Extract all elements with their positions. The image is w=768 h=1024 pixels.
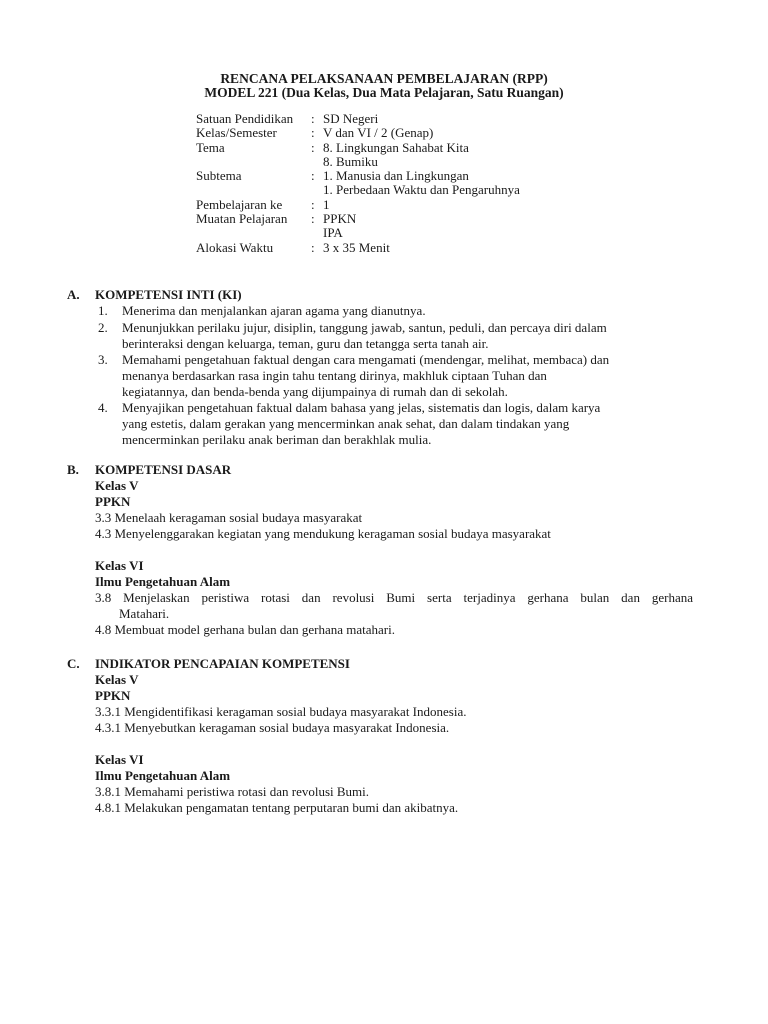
identity-label: Kelas/Semester xyxy=(196,125,277,141)
indicator-item: 3.3.1 Mengidentifikasi keragaman sosial budaya masyarakat Indonesia. xyxy=(95,704,467,719)
section-heading xyxy=(67,656,350,672)
identity-label: Pembelajaran ke xyxy=(196,196,283,212)
identity-value: 8. Bumiku xyxy=(323,153,378,169)
subject-heading: PPKN xyxy=(95,688,131,703)
identity-value: 3 x 35 Menit xyxy=(323,239,390,255)
subject-heading: PPKN xyxy=(95,494,131,509)
section-kompetensi-inti xyxy=(67,287,707,447)
list-item-text: mencerminkan perilaku anak beriman dan berakhlak mulia. xyxy=(122,432,432,447)
identity-label: Satuan Pendidikan xyxy=(196,111,294,126)
section-letter: A. xyxy=(67,287,80,302)
identity-value: 1. Perbedaan Waktu dan Pengaruhnya xyxy=(323,182,520,198)
list-item-text: kegiatannya, dan benda-benda yang dijumpainya di rumah dan di sekolah. xyxy=(122,384,508,399)
identity-value: 1 xyxy=(323,196,330,212)
document-title: RENCANA PELAKSANAAN PEMBELAJARAN (RPP) xyxy=(220,71,548,86)
list-number: 3. xyxy=(98,352,108,367)
list-item-text: yang estetis, dalam gerakan yang mencerminkan anak sehat, dan dalam tindakan yang xyxy=(122,416,570,431)
identity-label: Alokasi Waktu xyxy=(196,239,274,255)
class-heading: Kelas V xyxy=(95,672,139,687)
identity-table xyxy=(196,112,520,255)
section-indikator xyxy=(67,656,707,821)
subject-heading: Ilmu Pengetahuan Alam xyxy=(95,768,231,783)
competency-item: 4.8 Membuat model gerhana bulan dan gerhana matahari. xyxy=(95,622,395,637)
section-heading xyxy=(67,462,231,478)
section-title: KOMPETENSI DASAR xyxy=(95,462,232,477)
section-letter: B. xyxy=(67,462,79,477)
competency-item: 4.3 Menyelenggarakan kegiatan yang mendukung keragaman sosial budaya masyarakat xyxy=(95,526,551,541)
identity-row: Subtema : 1. Manusia dan Lingkungan 1. Perbedaan Waktu dan Pengaruhnya xyxy=(196,168,520,198)
identity-value: SD Negeri xyxy=(323,111,379,126)
section-title: INDIKATOR PENCAPAIAN KOMPETENSI xyxy=(95,656,350,671)
list-number: 4. xyxy=(98,400,108,415)
section-title: KOMPETENSI INTI (KI) xyxy=(95,287,242,302)
identity-label: Tema xyxy=(196,139,225,155)
identity-value: 8. Lingkungan Sahabat Kita xyxy=(323,139,469,155)
class-heading: Kelas V xyxy=(95,478,139,493)
identity-row: Tema : 8. Lingkungan Sahabat Kita 8. Bumiku xyxy=(196,139,469,169)
list-item-text: berinteraksi dengan keluarga, teman, guru dan tetangga serta tanah air. xyxy=(122,336,489,351)
indicator-item: 3.8.1 Memahami peristiwa rotasi dan revolusi Bumi. xyxy=(95,784,370,799)
section-letter: C. xyxy=(67,656,80,671)
identity-value: V dan VI / 2 (Genap) xyxy=(323,125,434,141)
competency-item: 3.8 Menjelaskan peristiwa rotasi dan revolusi Bumi serta terjadinya gerhana bulan dan gerhana xyxy=(95,590,693,605)
list-item-text: Menyajikan pengetahuan faktual dalam bahasa yang jelas, sistematis dan logis, dalam karya xyxy=(122,400,601,415)
class-heading: Kelas VI xyxy=(95,752,144,767)
document-subtitle: MODEL 221 (Dua Kelas, Dua Mata Pelajaran, Satu Ruangan) xyxy=(204,85,564,100)
identity-label: Subtema xyxy=(196,168,242,184)
identity-row: Muatan Pelajaran : PPKN IPA xyxy=(196,211,357,241)
identity-row: Alokasi Waktu : 3 x 35 Menit xyxy=(196,239,390,255)
identity-value: PPKN xyxy=(323,211,357,227)
competency-item: 3.3 Menelaah keragaman sosial budaya masyarakat xyxy=(95,510,363,525)
identity-row: Kelas/Semester : V dan VI / 2 (Genap) xyxy=(196,125,434,141)
list-item-text: Menunjukkan perilaku jujur, disiplin, tanggung jawab, santun, peduli, dan percaya diri dalam xyxy=(122,320,607,335)
competency-item-continuation: Matahari. xyxy=(119,606,170,621)
identity-value: IPA xyxy=(323,225,343,241)
identity-value: 1. Manusia dan Lingkungan xyxy=(323,168,469,184)
section-heading xyxy=(67,287,242,303)
section-kompetensi-dasar xyxy=(67,462,707,642)
subject-heading: Ilmu Pengetahuan Alam xyxy=(95,574,231,589)
indicator-item: 4.8.1 Melakukan pengamatan tentang perputaran bumi dan akibatnya. xyxy=(95,800,459,815)
class-heading: Kelas VI xyxy=(95,558,144,573)
list-item-text: Menerima dan menjalankan ajaran agama yang dianutnya. xyxy=(122,303,426,318)
indicator-item: 4.3.1 Menyebutkan keragaman sosial budaya masyarakat Indonesia. xyxy=(95,720,450,735)
list-item-text: menanya berdasarkan rasa ingin tahu tentang dirinya, makhluk ciptaan Tuhan dan xyxy=(122,368,547,383)
identity-row: Satuan Pendidikan : SD Negeri xyxy=(196,111,379,126)
list-item-text: Memahami pengetahuan faktual dengan cara mengamati (mendengar, melihat, membaca) dan xyxy=(122,352,610,367)
identity-row: Pembelajaran ke : 1 xyxy=(196,196,330,212)
list-number: 2. xyxy=(98,320,108,335)
identity-label: Muatan Pelajaran xyxy=(196,211,288,227)
list-number: 1. xyxy=(98,303,108,318)
